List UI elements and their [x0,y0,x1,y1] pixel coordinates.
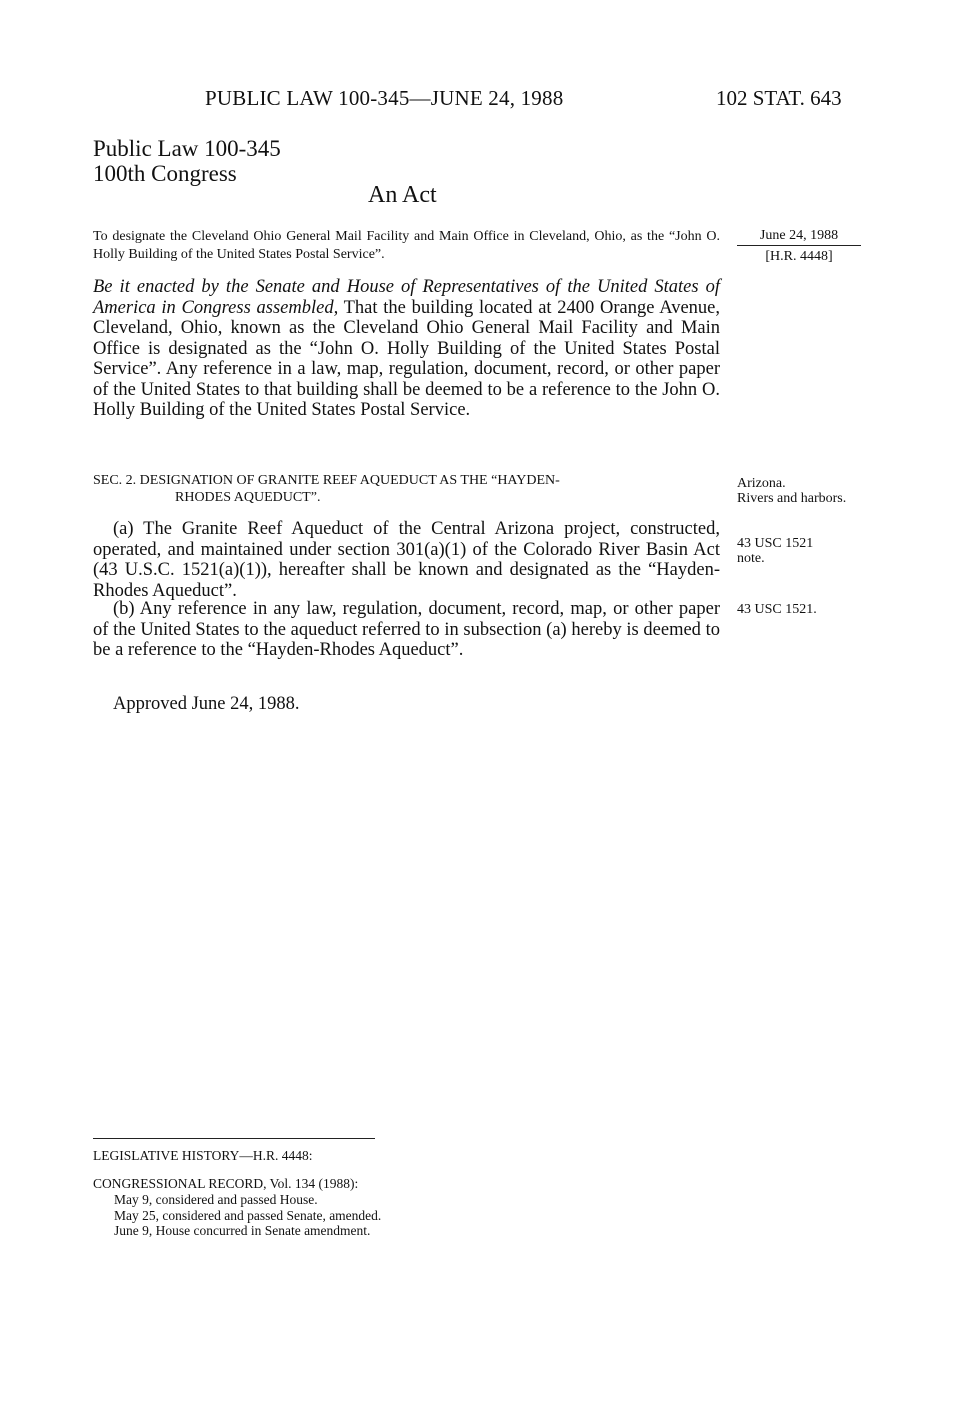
legislative-history-entries [114,1192,381,1239]
list-item: May 25, considered and passed Senate, amended. [114,1207,382,1223]
margin-note-line: Rivers and harbors. [737,491,847,506]
enactment-date: June 24, 1988 [737,227,861,246]
legislative-history-heading: LEGISLATIVE HISTORY—H.R. 4448: [93,1148,313,1163]
sidebar-date-block [737,227,861,265]
law-title [93,136,281,186]
margin-note-line: 43 USC 1521 [737,536,814,551]
running-head: PUBLIC LAW 100-345—JUNE 24, 1988 [205,86,564,110]
margin-note-line: Arizona. [737,476,786,491]
enacting-text: That the building located at 2400 Orange Avenue, Cleveland, Ohio, known as the Cleveland Ohio General Mail Facility and Main Office is designated as the “John O. Holly Building of the United States Postal Service”. Any reference in a law, map, regulation, document, record, or other paper of the United States to that building shall be deemed to be a reference to the John O. Holly Building of the United States Postal Service. [93,297,720,420]
congress: 100th Congress [93,161,237,186]
section-2-heading-line2: RHODES AQUEDUCT”. [175,490,321,505]
act-heading: An Act [368,182,437,208]
margin-note-usc-note [737,521,847,566]
section-2-paragraph-a: (a) The Granite Reef Aqueduct of the Central Arizona project, constructed, operated, and maintained under section 301(a)(1) of the Colorado River Basin Act (43 U.S.C. 1521(a)(1)), hereafter shall be known and designated as the “Hayden-Rhodes Aqueduct”. [93,519,720,601]
purpose-statement: To designate the Cleveland Ohio General Mail Facility and Main Office in Cleveland, Ohio, as the “John O. Holly Building of the United States Postal Service”. [93,229,720,262]
enacting-clause: Be it enacted by the Senate and House of Representatives of the United States of America in Congress assembled, [93,277,720,318]
list-item: June 9, House concurred in Senate amendment. [114,1223,371,1238]
section-2-heading [93,472,720,506]
margin-note-arizona [737,476,847,506]
congressional-record: CONGRESSIONAL RECORD, Vol. 134 (1988): [93,1176,359,1191]
section-2-paragraph-b: (b) Any reference in any law, regulation, document, record, map, or other paper of the United States to the aqueduct referred to in subsection (a) hereby is deemed to be a reference to the “Hayden-Rhodes Aqueduct”. [93,599,720,660]
approval-date: Approved June 24, 1988. [113,694,300,714]
section-2-heading-line1: SEC. 2. DESIGNATION OF GRANITE REEF AQUEDUCT AS THE “HAYDEN- [93,473,560,488]
list-item: May 9, considered and passed House. [114,1192,318,1207]
enacting-paragraph [93,277,720,421]
margin-note-usc: 43 USC 1521. [737,602,817,617]
statute-page-number: 102 STAT. 643 [716,86,842,110]
footnote-divider [93,1138,375,1139]
law-number: Public Law 100-345 [93,136,281,161]
margin-note-line: note. [737,551,765,566]
bill-number: [H.R. 4448] [765,249,833,264]
